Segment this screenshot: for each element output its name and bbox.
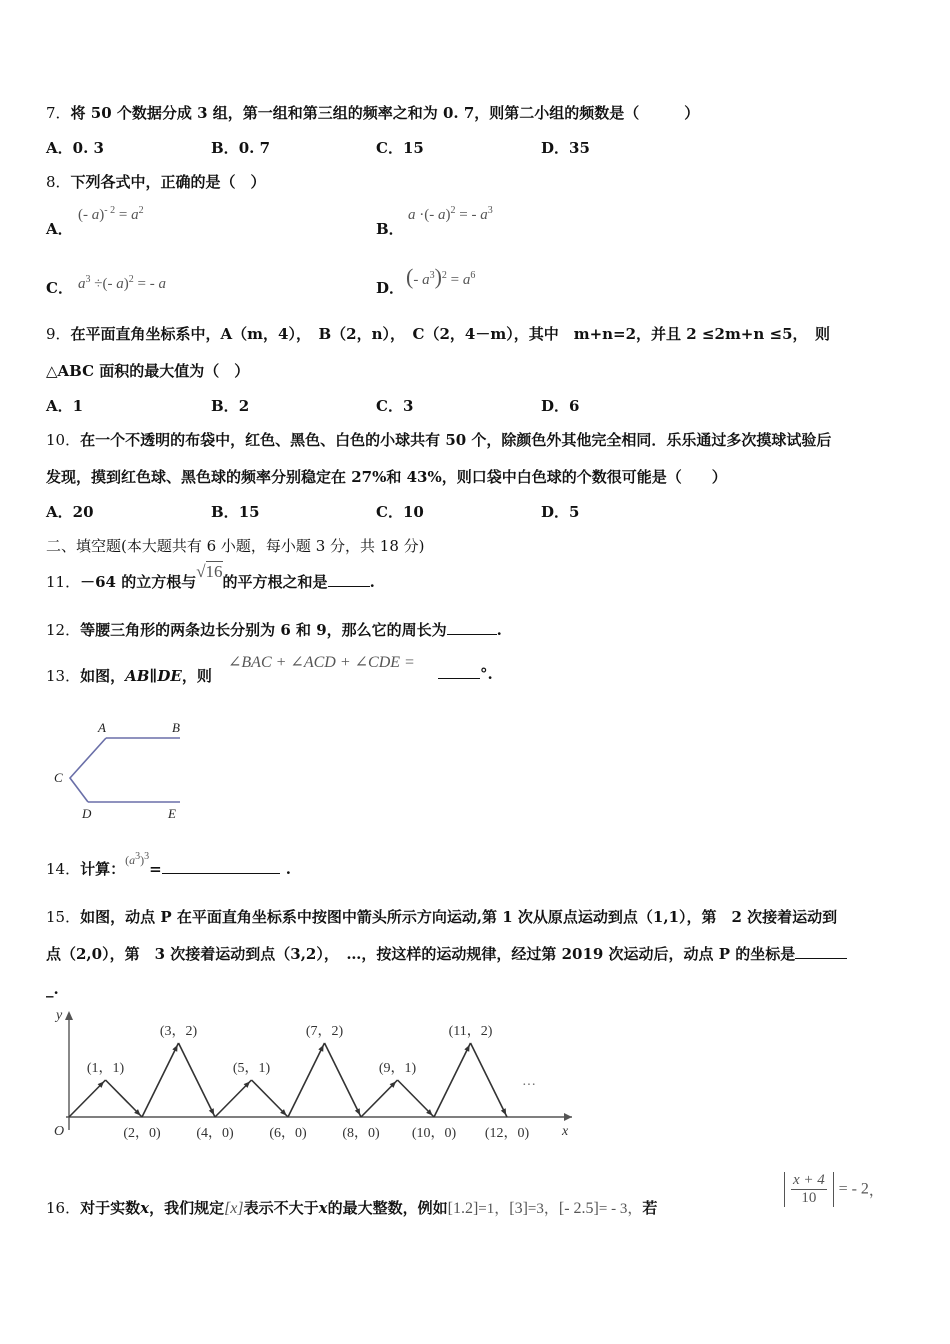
q8-option-c-expr: $a^3$ ÷(- a)$^2$ = - a bbox=[78, 274, 166, 292]
point-label-10: (10，0) bbox=[411, 1126, 457, 1141]
path-segment-3 bbox=[142, 1043, 179, 1117]
q7-option-d: D．35 bbox=[541, 139, 590, 157]
question-9 bbox=[46, 323, 830, 344]
question-15: 15．如图，动点 P 在平面直角坐标系中按图中箭头所示方向运动,第 1 次从原点运动到点（1,1），第 2 次接着运动到 bbox=[46, 908, 838, 926]
path-segment-7 bbox=[288, 1043, 325, 1117]
q8-option-d: D． bbox=[376, 279, 405, 297]
floor-fraction: $\frac{x + 4}{10}$ = - 2， bbox=[784, 1172, 884, 1207]
y-axis-arrow bbox=[65, 1011, 73, 1020]
question-15-line3: _. bbox=[46, 980, 59, 998]
point-label-12: (12，0) bbox=[484, 1126, 530, 1141]
label-b: B bbox=[172, 720, 180, 735]
point-label-5: (5，1) bbox=[232, 1061, 271, 1076]
q7-option-c: C．15 bbox=[376, 139, 424, 157]
path-segment-4 bbox=[179, 1043, 216, 1117]
question-number: 12． bbox=[46, 621, 81, 639]
q10-option-d: D．5 bbox=[541, 503, 580, 521]
q8-option-b: B． bbox=[376, 220, 404, 238]
question-7 bbox=[46, 102, 699, 123]
sqrt-expression: √16 bbox=[196, 562, 223, 581]
question-9-line2: △ABC 面积的最大值为（ ） bbox=[46, 362, 250, 380]
answer-blank[interactable] bbox=[447, 634, 497, 635]
question-11: 11．－64 的立方根与√16的平方根之和是 . bbox=[46, 562, 375, 591]
motion-path bbox=[69, 1024, 529, 1141]
q8-option-a: A． bbox=[46, 220, 73, 238]
angle-sum-expression: ∠BAC + ∠ACD + ∠CDE = bbox=[228, 654, 415, 671]
question-13-answer: °. bbox=[438, 665, 493, 683]
y-axis-label: y bbox=[56, 1008, 63, 1023]
path-segment-12 bbox=[471, 1043, 508, 1117]
point-label-1: (1，1) bbox=[86, 1061, 125, 1076]
path-segment-8 bbox=[325, 1043, 362, 1117]
q8-option-d-expr: (- $a^3)^2 = a^6$ bbox=[406, 264, 476, 289]
answer-blank[interactable] bbox=[795, 958, 847, 959]
question-number: 8． bbox=[46, 173, 71, 191]
question-number: 9． bbox=[46, 325, 71, 343]
line-a-c-d bbox=[70, 738, 106, 802]
label-d: D bbox=[82, 806, 92, 821]
q10-option-b: B．15 bbox=[211, 503, 260, 521]
q7-option-a: A．0. 3 bbox=[46, 139, 104, 157]
point-label-7: (7，2) bbox=[305, 1024, 344, 1039]
continuation-ellipsis: ··· bbox=[522, 1078, 536, 1093]
power-expression: (a3)3 bbox=[125, 851, 150, 867]
point-label-4: (4，0) bbox=[196, 1126, 234, 1141]
question-8 bbox=[46, 171, 266, 192]
motion-path-figure bbox=[44, 1005, 584, 1150]
x-axis-label: x bbox=[562, 1124, 569, 1139]
point-label-2: (2，0) bbox=[123, 1126, 161, 1141]
point-label-11: (11，2) bbox=[448, 1024, 493, 1039]
point-label-6: (6，0) bbox=[269, 1126, 307, 1141]
question-15-line2: 点（2,0），第 3 次接着运动到点（3,2）， …，按这样的运动规律，经过第 2019 次运动后，动点 P 的坐标是 bbox=[46, 943, 847, 964]
answer-blank[interactable] bbox=[162, 873, 280, 874]
question-10-line2: 发现，摸到红色球、黑色球的频率分别稳定在 27%和 43%，则口袋中白色球的个数很可能是（ ） bbox=[46, 468, 727, 486]
point-label-9: (9，1) bbox=[378, 1061, 417, 1076]
q9-option-d: D．6 bbox=[541, 397, 580, 415]
answer-blank[interactable] bbox=[438, 678, 480, 679]
q7-option-b: B．0. 7 bbox=[211, 139, 271, 157]
x-axis-arrow bbox=[564, 1113, 572, 1121]
question-number: 16． bbox=[46, 1199, 81, 1217]
q10-option-a: A．20 bbox=[46, 503, 94, 521]
question-number: 10． bbox=[46, 431, 81, 449]
question-text: 将 50 个数据分成 3 组，第一组和第三组的频率之和为 0. 7，则第二小组的频数是（ ） bbox=[70, 104, 700, 122]
q9-option-b: B．2 bbox=[211, 397, 250, 415]
floor-notation: [x] bbox=[224, 1200, 244, 1217]
question-14: 14．计算：$^{(a^3)^3}$= . bbox=[46, 851, 291, 878]
question-12: 12．等腰三角形的两条边长分别为 6 和 9，那么它的周长为 . bbox=[46, 621, 502, 639]
label-c: C bbox=[54, 770, 63, 785]
label-e: E bbox=[168, 806, 176, 821]
q9-option-a: A．1 bbox=[46, 397, 84, 415]
question-13: 13．如图，AB∥DE，则 bbox=[46, 667, 212, 685]
parallel-lines-figure bbox=[50, 718, 190, 824]
section-heading: 二、填空题(本大题共有 6 小题，每小题 3 分，共 18 分) bbox=[46, 537, 425, 555]
path-segment-11 bbox=[434, 1043, 471, 1117]
question-number: 14． bbox=[46, 860, 81, 878]
label-a: A bbox=[98, 720, 106, 735]
question-16: 16．对于实数x，我们规定[x]表示不大于x的最大整数，例如[1.2]=1，[3]=3，[- 2.5]= - 3，若 bbox=[46, 1199, 658, 1217]
q10-option-c: C．10 bbox=[376, 503, 424, 521]
q8-option-c: C． bbox=[46, 279, 73, 297]
question-number: 11． bbox=[46, 573, 81, 591]
question-text-line1: 在一个不透明的布袋中，红色、黑色、白色的小球共有 50 个，除颜色外其他完全相同．乐乐通过多次摸球试验后 bbox=[80, 431, 832, 449]
question-number: 7． bbox=[46, 104, 71, 122]
answer-blank[interactable] bbox=[328, 586, 370, 587]
q8-option-b-expr: a ·(- a)$^2$ = - $a^3$ bbox=[408, 205, 493, 223]
question-number: 15． bbox=[46, 908, 81, 926]
origin-label: O bbox=[54, 1124, 65, 1139]
q9-option-c: C．3 bbox=[376, 397, 414, 415]
point-label-8: (8，0) bbox=[342, 1126, 380, 1141]
question-number: 13． bbox=[46, 667, 81, 685]
question-text: 下列各式中，正确的是（ ） bbox=[70, 173, 266, 191]
point-label-3: (3，2) bbox=[159, 1024, 198, 1039]
q8-option-a-expr: (- $a)^{- 2} = a^2$ bbox=[78, 205, 144, 223]
question-text-line1: 在平面直角坐标系中，A（m，4）， B（2，n）， C（2，4－m），其中 m+n=2，并且 2 ≤2m+n ≤5， 则 bbox=[70, 325, 831, 343]
question-10 bbox=[46, 429, 831, 450]
